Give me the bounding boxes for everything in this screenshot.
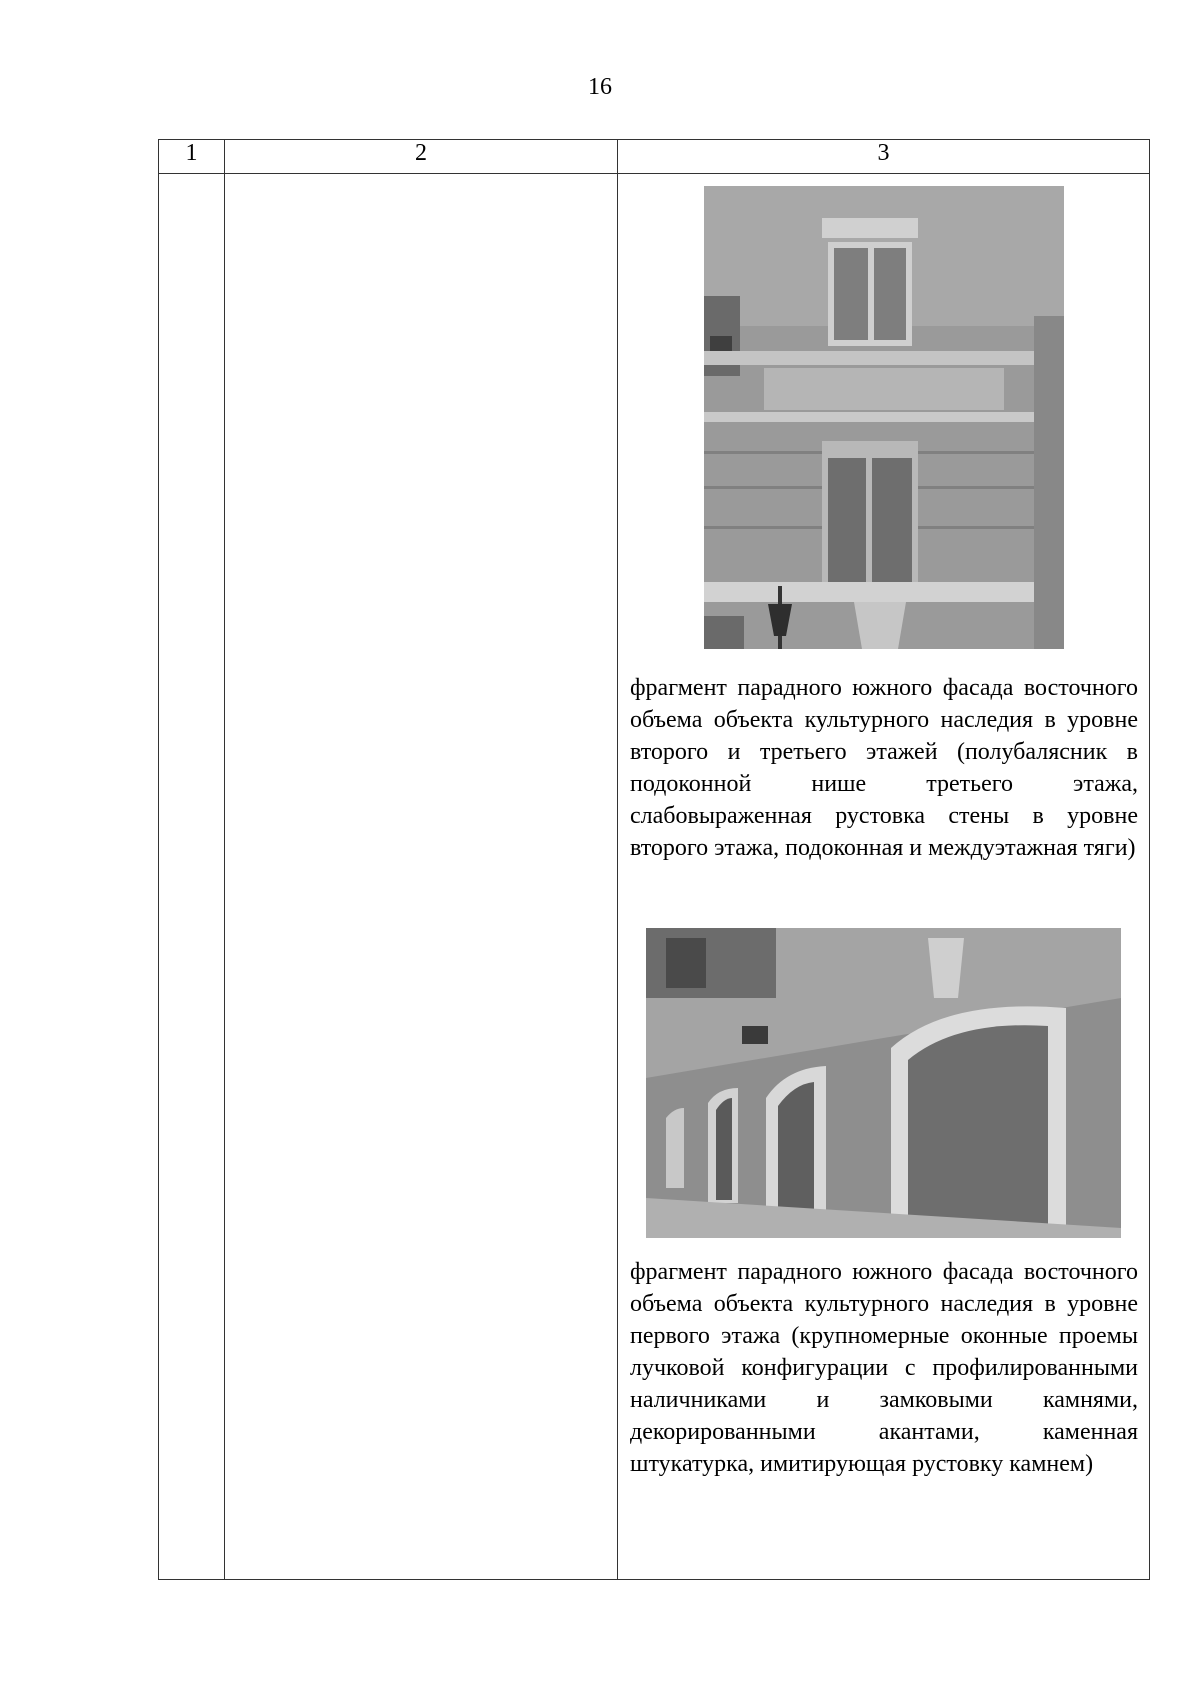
cell-col-1 bbox=[159, 174, 225, 1580]
photo-caption: фрагмент парадного южного фасада восточного объема объекта культурного наследия в уровне второго и третьего этажей (полубалясник в подоконной нише третьего этажа, слабовыраженная рустовка стены в уровне второго этажа, подоконная и междуэтажная тяги) bbox=[630, 675, 1138, 861]
table-row bbox=[159, 174, 1150, 1580]
building-facade-upper-floors-photo bbox=[704, 186, 1064, 649]
photo-caption: фрагмент парадного южного фасада восточного объема объекта культурного наследия в уровне первого этажа (крупномерные оконные проемы лучковой конфигурации с профилированными наличниками и замковыми камнями, декорированными акантами, каменная штукатурка, имитирующая рустовку камнем) bbox=[630, 1259, 1138, 1477]
table-header-row bbox=[159, 140, 1150, 174]
heritage-description-table bbox=[158, 139, 1150, 1580]
building-facade-ground-floor-arches-photo bbox=[646, 928, 1121, 1238]
cell-col-3 bbox=[618, 174, 1150, 1580]
page-number: 16 bbox=[588, 74, 612, 100]
column-header-2: 2 bbox=[225, 140, 618, 174]
cell-col-2 bbox=[225, 174, 618, 1580]
column-header-1: 1 bbox=[159, 140, 225, 174]
column-header-3: 3 bbox=[618, 140, 1150, 174]
